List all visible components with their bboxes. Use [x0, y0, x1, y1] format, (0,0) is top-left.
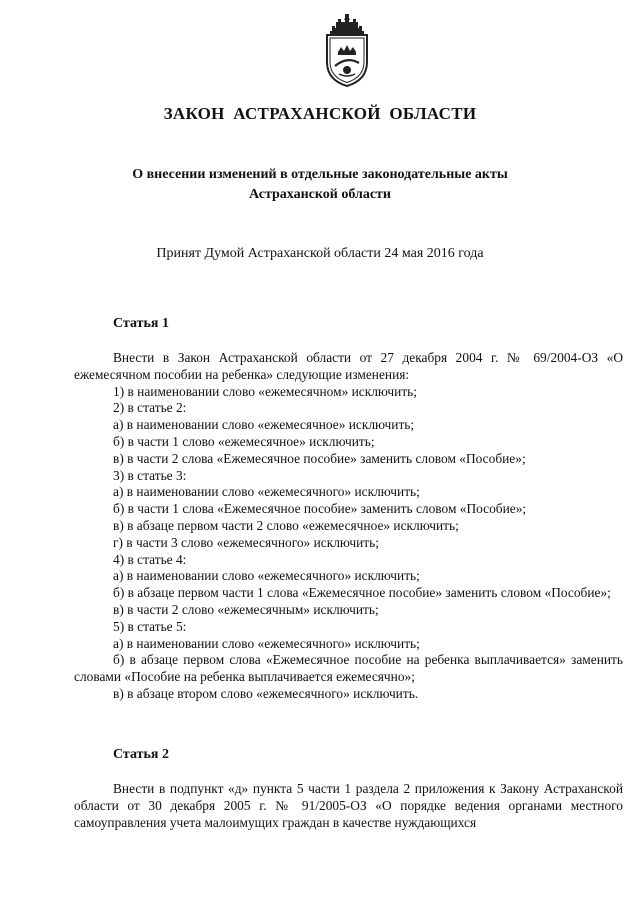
- article-2-body: [74, 781, 623, 831]
- article-1-paragraph: б) в части 1 слово «ежемесячное» исключить;: [113, 433, 375, 449]
- article-1-paragraph: а) в наименовании слово «ежемесячного» исключить;: [113, 635, 420, 651]
- law-title: ЗАКОН АСТРАХАНСКОЙ ОБЛАСТИ: [163, 104, 477, 123]
- article-1-paragraph: в) в части 2 слово «ежемесячным» исключить;: [113, 601, 379, 617]
- article-1-paragraph: Внести в Закон Астраханской области от 27 декабря 2004 г. № 69/2004-ОЗ «О ежемесячном пособии на ребенка» следующие изменения:: [74, 350, 623, 382]
- law-subject-line-2: Астраханской области: [248, 187, 392, 202]
- article-2-paragraph: Внести в подпункт «д» пункта 5 части 1 раздела 2 приложения к Закону Астраханской области от 30 декабря 2005 г. № 91/2005-ОЗ «О порядке ведения органами местного самоуправления учета малоимущих граждан в качестве нуждающихся: [74, 781, 623, 830]
- article-1-paragraph: б) в части 1 слова «Ежемесячное пособие» заменить словом «Пособие»;: [113, 501, 527, 517]
- law-subject-line-1: О внесении изменений в отдельные законодательные акты: [132, 167, 508, 182]
- article-1-paragraph: г) в части 3 слово «ежемесячного» исключить;: [113, 534, 379, 550]
- article-1-paragraph: а) в наименовании слово «ежемесячного» исключить;: [113, 568, 420, 584]
- article-1-paragraph: 1) в наименовании слово «ежемесячном» исключить;: [113, 383, 417, 399]
- article-1-paragraph: в) в части 2 слова «Ежемесячное пособие» заменить словом «Пособие»;: [113, 450, 526, 466]
- article-1-paragraph: а) в наименовании слово «ежемесячное» исключить;: [113, 417, 415, 433]
- coat-of-arms-icon: [321, 14, 373, 88]
- article-2-heading: Статья 2: [113, 747, 169, 762]
- article-1-paragraph: 2) в статье 2:: [113, 400, 187, 416]
- article-1-paragraph: а) в наименовании слово «ежемесячного» исключить;: [113, 484, 420, 500]
- article-1-paragraph: 4) в статье 4:: [113, 551, 187, 567]
- law-subject: [0, 165, 640, 205]
- article-1-paragraph: в) в абзаце втором слово «ежемесячного» исключить.: [113, 685, 419, 701]
- article-1-heading: Статья 1: [113, 316, 169, 331]
- article-1-body: [74, 350, 623, 703]
- article-1-paragraph: б) в абзаце первом части 1 слова «Ежемесячное пособие» заменить словом «Пособие»;: [113, 585, 611, 601]
- article-1-paragraph: 5) в статье 5:: [113, 618, 187, 634]
- adoption-statement: Принят Думой Астраханской области 24 мая 2016 года: [156, 246, 484, 261]
- article-1-paragraph: в) в абзаце первом части 2 слово «ежемесячное» исключить;: [113, 517, 459, 533]
- article-1-paragraph: 3) в статье 3:: [113, 467, 187, 483]
- article-1-paragraph: б) в абзаце первом слова «Ежемесячное пособие на ребенка выплачивается» заменить словами «Пособие на ребенка выплачивается ежемесячно»;: [74, 652, 623, 685]
